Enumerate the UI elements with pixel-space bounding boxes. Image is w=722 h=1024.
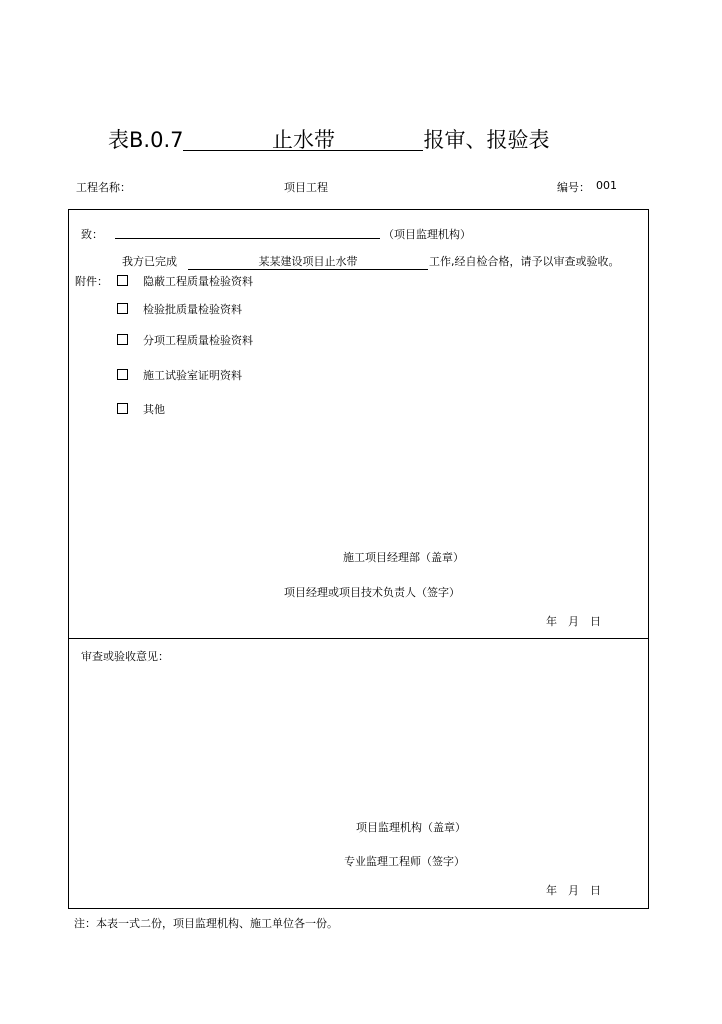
title-subject: 止水带 [183, 126, 423, 151]
contractor-seal: 施工项目经理部（盖章） [343, 551, 464, 564]
attachment-item [117, 332, 253, 348]
completed-suffix: 工作,经自检合格，请予以审查或验收。 [429, 255, 620, 268]
attachment-item-label: 隐蔽工程质量检验资料 [143, 275, 253, 288]
attachment-item [117, 401, 165, 417]
supervisor-signature: 专业监理工程师（签字） [344, 855, 465, 868]
supervisor-seal: 项目监理机构（盖章） [356, 821, 466, 834]
number-value: 001 [596, 179, 617, 192]
attachment-item [117, 367, 242, 383]
attachment-item-label: 施工试验室证明资料 [143, 369, 242, 382]
checkbox-icon[interactable] [117, 334, 128, 345]
date-upper: 年 月 日 [546, 615, 601, 628]
contractor-signature: 项目经理或项目技术负责人（签字） [284, 586, 460, 599]
form-box [68, 209, 649, 909]
attachment-item-label: 其他 [143, 403, 165, 416]
project-name-value: 项目工程 [284, 181, 328, 194]
date-lower: 年 月 日 [546, 884, 601, 897]
footer-note: 注：本表一式二份，项目监理机构、施工单位各一份。 [74, 917, 338, 930]
review-label: 审查或验收意见： [81, 650, 169, 663]
attachment-item [117, 273, 253, 289]
checkbox-icon[interactable] [117, 369, 128, 380]
to-org-blank [115, 238, 380, 239]
attachment-item [117, 301, 242, 317]
project-name-label: 工程名称： [76, 181, 131, 194]
checkbox-icon[interactable] [117, 303, 128, 314]
section-divider [69, 638, 648, 639]
title-suffix: 报审、报验表 [423, 128, 550, 152]
to-label: 致： [81, 228, 103, 241]
attachment-item-label: 分项工程质量检验资料 [143, 334, 253, 347]
checkbox-icon[interactable] [117, 403, 128, 414]
title-prefix: 表B.0.7 [108, 128, 184, 152]
attachment-label: 附件： [75, 275, 108, 288]
attachment-item-label: 检验批质量检验资料 [143, 303, 242, 316]
checkbox-icon[interactable] [117, 275, 128, 286]
number-label: 编号： [557, 181, 590, 194]
completed-work: 某某建设项目止水带 [188, 253, 428, 270]
form-title [108, 126, 549, 154]
to-org-hint: （项目监理机构） [383, 228, 471, 241]
completed-prefix: 我方已完成 [122, 255, 177, 268]
